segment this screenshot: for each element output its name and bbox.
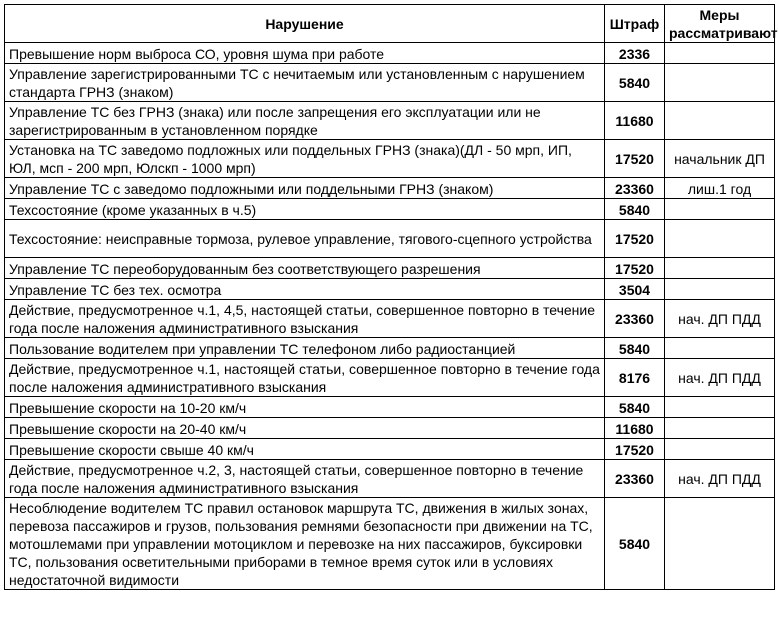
table-row xyxy=(5,258,775,279)
fine-cell: 11680 xyxy=(605,102,665,140)
table-row xyxy=(5,300,775,338)
measure-cell: нач. ДП ПДД xyxy=(665,359,775,397)
table-row xyxy=(5,43,775,64)
measure-cell xyxy=(665,199,775,220)
measure-cell xyxy=(665,220,775,258)
violation-cell: Установка на ТС заведомо подложных или поддельных ГРНЗ (знака)(ДЛ - 50 мрп, ИП, ЮЛ, мсп - 200 мрп, Юлскп - 1000 мрп) xyxy=(5,140,605,178)
measure-cell xyxy=(665,279,775,300)
measure-cell xyxy=(665,498,775,590)
table-row xyxy=(5,397,775,418)
fine-cell: 23360 xyxy=(605,178,665,199)
violation-cell: Действие, предусмотренное ч.2, 3, настоящей статьи, совершенное повторно в течение года после наложения административного взыскания xyxy=(5,460,605,498)
measure-cell xyxy=(665,64,775,102)
fine-cell: 5840 xyxy=(605,498,665,590)
violation-cell: Превышение норм выброса СО, уровня шума при работе xyxy=(5,43,605,64)
table-body xyxy=(5,43,775,590)
measure-cell: нач. ДП ПДД xyxy=(665,460,775,498)
fine-cell: 11680 xyxy=(605,418,665,439)
table-row xyxy=(5,220,775,258)
violation-cell: Несоблюдение водителем ТС правил остановок маршрута ТС, движения в жилых зонах, перевоза пассажиров и грузов, пользования ремнями безопасности при движении на ТС, мотошлемами при управлении мотоциклом и перевозке на них пассажиров, буксировки ТС, пользования осветительными приборами в темное время суток или в условиях недостаточной видимости xyxy=(5,498,605,590)
fine-column-header: Штраф xyxy=(605,5,665,43)
fine-cell: 17520 xyxy=(605,439,665,460)
fine-cell: 5840 xyxy=(605,338,665,359)
violation-cell: Превышение скорости свыше 40 км/ч xyxy=(5,439,605,460)
measure-cell xyxy=(665,258,775,279)
fine-cell: 8176 xyxy=(605,359,665,397)
violation-cell: Техсостояние: неисправные тормоза, рулевое управление, тягового-сцепного устройства xyxy=(5,220,605,258)
table-row xyxy=(5,64,775,102)
violation-cell: Пользование водителем при управлении ТС телефоном либо радиостанцией xyxy=(5,338,605,359)
measure-cell xyxy=(665,43,775,64)
measure-cell: нач. ДП ПДД xyxy=(665,300,775,338)
violation-cell: Действие, предусмотренное ч.1, 4,5, настоящей статьи, совершенное повторно в течение года после наложения административного взыскания xyxy=(5,300,605,338)
fine-cell: 23360 xyxy=(605,300,665,338)
violation-cell: Управление ТС с заведомо подложными или поддельными ГРНЗ (знаком) xyxy=(5,178,605,199)
table-row xyxy=(5,102,775,140)
measure-cell xyxy=(665,418,775,439)
fine-cell: 17520 xyxy=(605,258,665,279)
violation-cell: Превышение скорости на 10-20 км/ч xyxy=(5,397,605,418)
table-row xyxy=(5,140,775,178)
fine-cell: 5840 xyxy=(605,64,665,102)
violation-cell: Действие, предусмотренное ч.1, настоящей статьи, совершенное повторно в течение года после наложения административного взыскания xyxy=(5,359,605,397)
fine-cell: 3504 xyxy=(605,279,665,300)
measure-cell xyxy=(665,338,775,359)
violation-cell: Управление ТС без тех. осмотра xyxy=(5,279,605,300)
table-row xyxy=(5,439,775,460)
violation-cell: Превышение скорости на 20-40 км/ч xyxy=(5,418,605,439)
header-row xyxy=(5,5,775,43)
table-row xyxy=(5,418,775,439)
measure-cell xyxy=(665,439,775,460)
table-row xyxy=(5,199,775,220)
table-row xyxy=(5,178,775,199)
violation-cell: Управление ТС без ГРНЗ (знака) или после запрещения его эксплуатации или не зарегистрированным в установленном порядке xyxy=(5,102,605,140)
table-row xyxy=(5,498,775,590)
measures-column-header: Меры рассматривают xyxy=(665,5,775,43)
fine-cell: 23360 xyxy=(605,460,665,498)
fine-cell: 5840 xyxy=(605,199,665,220)
measure-cell: лиш.1 год xyxy=(665,178,775,199)
fine-cell: 17520 xyxy=(605,140,665,178)
table-row xyxy=(5,359,775,397)
violation-column-header: Нарушение xyxy=(5,5,605,43)
violation-cell: Управление зарегистрированными ТС с нечитаемым или установленным с нарушением стандарта ГРНЗ (знаком) xyxy=(5,64,605,102)
table-row xyxy=(5,279,775,300)
violation-cell: Управление ТС переоборудованным без соответствующего разрешения xyxy=(5,258,605,279)
fine-cell: 17520 xyxy=(605,220,665,258)
fine-cell: 5840 xyxy=(605,397,665,418)
violation-cell: Техсостояние (кроме указанных в ч.5) xyxy=(5,199,605,220)
fine-cell: 2336 xyxy=(605,43,665,64)
table-row xyxy=(5,338,775,359)
measure-cell xyxy=(665,102,775,140)
measure-cell: начальник ДП xyxy=(665,140,775,178)
table-row xyxy=(5,460,775,498)
fines-table xyxy=(4,4,778,590)
measure-cell xyxy=(665,397,775,418)
